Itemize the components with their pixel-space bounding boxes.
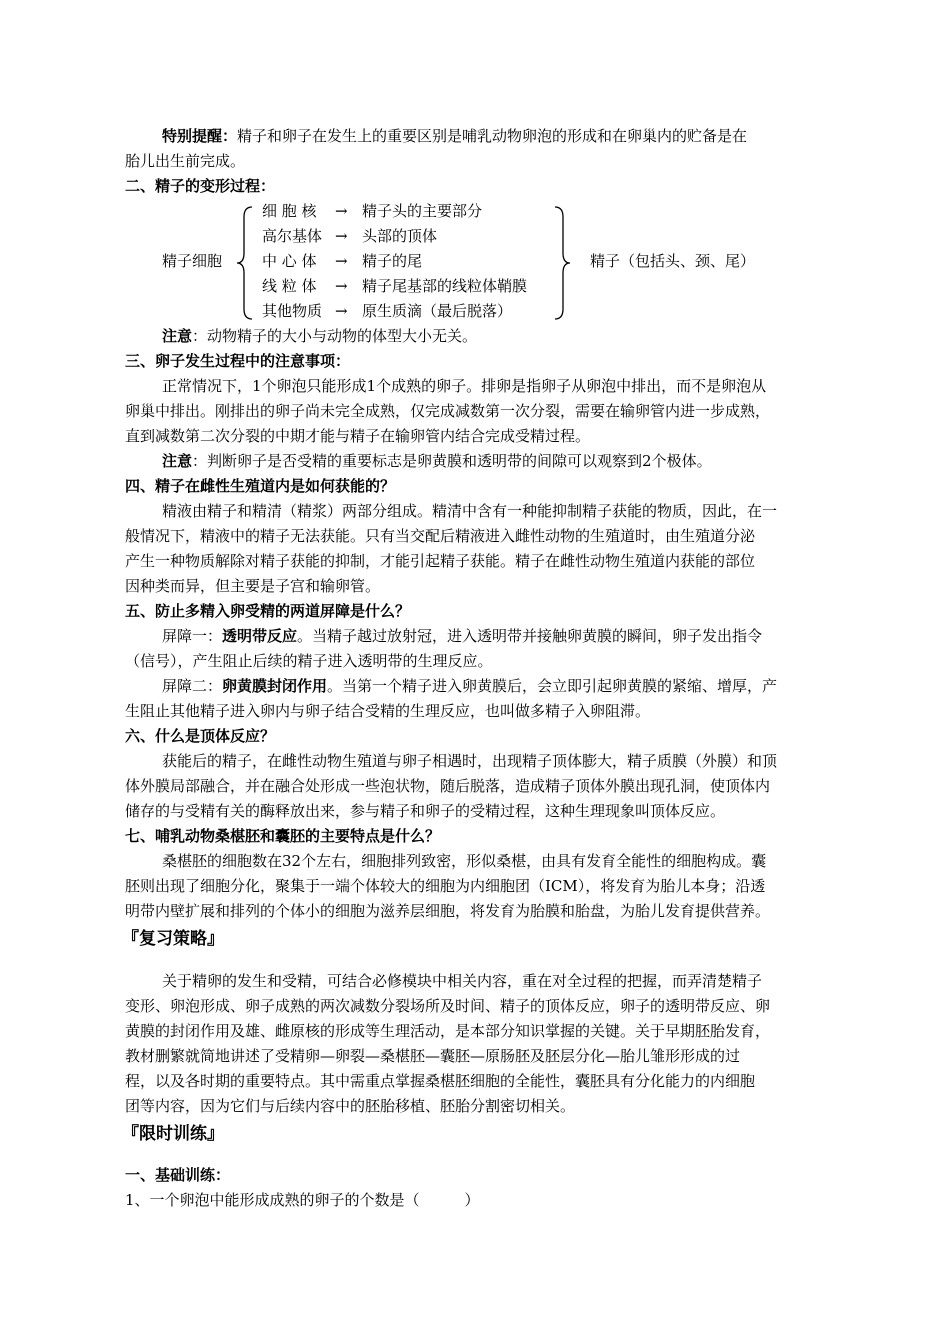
row-2-from: 高尔基体	[262, 227, 323, 245]
section-3-line-1: 正常情况下，1个卵泡只能形成1个成熟的卵子。排卵是指卵子从卵泡中排出，而不是卵泡从	[162, 377, 767, 395]
training-subheading: 一、基础训练：	[125, 1166, 231, 1184]
review-line-2: 变形、卵泡形成、卵子成熟的两次减数分裂场所及时间、精子的顶体反应，卵子的透明带反应、卵	[125, 997, 771, 1015]
section-4-line-4: 因种类而异，但主要是子宫和输卵管。	[125, 577, 381, 595]
arrow-icon: →	[335, 202, 348, 220]
section-4-line-1: 精液由精子和精清（精浆）两部分组成。精清中含有一种能抑制精子获能的物质，因此，在一	[162, 502, 778, 520]
transform-row-1	[262, 199, 483, 223]
transform-row-2	[262, 224, 438, 248]
note-text: ：判断卵子是否受精的重要标志是卵黄膜和透明带的间隙可以观察到2个极体。	[192, 452, 712, 470]
section-2-note	[162, 324, 477, 348]
review-line-1: 关于精卵的发生和受精，可结合必修模块中相关内容，重在对全过程的把握，而弄清楚精子	[162, 972, 763, 990]
transform-row-5	[262, 299, 513, 323]
transform-row-3	[262, 249, 423, 273]
row-1-from: 细 胞 核	[262, 202, 317, 220]
arrow-icon: →	[335, 302, 348, 320]
note-label: 注意	[162, 452, 193, 470]
barrier-1-text: 。当精子越过放射冠，进入透明带并接触卵黄膜的瞬间，卵子发出指令	[297, 627, 763, 645]
review-line-3: 黄膜的封闭作用及雄、雌原核的形成等生理活动，是本部分知识掌握的关键。关于早期胚胎发育，	[125, 1022, 771, 1040]
barrier-1-line-2: （信号），产生阻止后续的精子进入透明带的生理反应。	[125, 652, 493, 670]
note-text: ：动物精子的大小与动物的体型大小无关。	[192, 327, 478, 345]
right-brace	[553, 205, 573, 321]
sperm-cell-label: 精子细胞	[162, 252, 223, 270]
transform-row-4	[262, 274, 528, 298]
barrier-2-line-2: 生阻止其他精子进入卵内与卵子结合受精的生理反应，也叫做多精子入卵阻滞。	[125, 702, 651, 720]
section-7-line-2: 胚则出现了细胞分化，聚集于一端个体较大的细胞为内细胞团（ICM），将发育为胎儿本身；沿透	[125, 877, 766, 895]
row-1-to: 精子头的主要部分	[362, 202, 483, 220]
section-6-line-2: 体外膜局部融合，并在融合处形成一些泡状物，随后脱落，造成精子顶体外膜出现孔洞，使顶体内	[125, 777, 771, 795]
row-3-from: 中 心 体	[262, 252, 317, 270]
section-7-line-1: 桑椹胚的细胞数在32个左右，细胞排列致密，形似桑椹，由具有发育全能性的细胞构成。囊	[162, 852, 767, 870]
section-3-note	[162, 449, 712, 473]
review-heading: 『复习策略』	[122, 929, 224, 949]
barrier-2-term: 卵黄膜封闭作用	[222, 677, 328, 695]
barrier-2-text: 。当第一个精子进入卵黄膜后，会立即引起卵黄膜的紧缩、增厚，产	[327, 677, 778, 695]
reminder-line-2: 胎儿出生前完成。	[125, 152, 246, 170]
barrier-2-line-1	[162, 674, 777, 698]
arrow-icon: →	[335, 277, 348, 295]
section-2-heading: 二、精子的变形过程：	[125, 177, 276, 195]
row-5-to: 原生质滴（最后脱落）	[362, 302, 513, 320]
section-4-line-3: 产生一种物质解除对精子获能的抑制，才能引起精子获能。精子在雌性动物生殖道内获能的部位	[125, 552, 756, 570]
section-6-line-1: 获能后的精子，在雌性动物生殖道与卵子相遇时，出现精子顶体膨大，精子质膜（外膜）和顶	[162, 752, 778, 770]
barrier-1-term: 透明带反应	[222, 627, 298, 645]
section-4-line-2: 般情况下，精液中的精子无法获能。只有当交配后精液进入雌性动物的生殖道时，由生殖道分泌	[125, 527, 756, 545]
left-brace	[236, 205, 256, 321]
reminder-line-1	[162, 124, 747, 148]
row-2-to: 头部的顶体	[362, 227, 438, 245]
review-line-6: 团等内容，因为它们与后续内容中的胚胎移植、胚胎分割密切相关。	[125, 1097, 576, 1115]
arrow-icon: →	[335, 252, 348, 270]
sperm-result: 精子（包括头、颈、尾）	[590, 252, 756, 270]
arrow-icon: →	[335, 227, 348, 245]
row-4-from: 线 粒 体	[262, 277, 317, 295]
barrier-1-prefix: 屏障一：	[162, 627, 223, 645]
row-4-to: 精子尾基部的线粒体鞘膜	[362, 277, 528, 295]
review-line-4: 教材删繁就简地讲述了受精卵—卵裂—桑椹胚—囊胚—原肠胚及胚层分化—胎儿雏形形成的过	[125, 1047, 741, 1065]
section-3-line-3: 直到减数第二次分裂的中期才能与精子在输卵管内结合完成受精过程。	[125, 427, 591, 445]
training-heading: 『限时训练』	[122, 1124, 224, 1144]
section-3-heading: 三、卵子发生过程中的注意事项：	[125, 352, 351, 370]
section-5-heading: 五、防止多精入卵受精的两道屏障是什么？	[125, 602, 411, 620]
section-3-line-2: 卵巢中排出。刚排出的卵子尚未完全成熟，仅完成减数第一次分裂，需要在输卵管内进一步成熟，	[125, 402, 771, 420]
question-1: 1、一个卵泡中能形成成熟的卵子的个数是（ ）	[125, 1191, 480, 1209]
note-label: 注意	[162, 327, 193, 345]
barrier-2-prefix: 屏障二：	[162, 677, 223, 695]
barrier-1-line-1	[162, 624, 762, 648]
row-5-from: 其他物质	[262, 302, 323, 320]
section-6-line-3: 储存的与受精有关的酶释放出来，参与精子和卵子的受精过程，这种生理现象叫顶体反应。	[125, 802, 726, 820]
section-7-line-3: 明带内壁扩展和排列的个体小的细胞为滋养层细胞，将发育为胎膜和胎盘，为胎儿发育提供营养。	[125, 902, 771, 920]
section-7-heading: 七、哺乳动物桑椹胚和囊胚的主要特点是什么？	[125, 827, 441, 845]
section-4-heading: 四、精子在雌性生殖道内是如何获能的？	[125, 477, 396, 495]
row-3-to: 精子的尾	[362, 252, 423, 270]
section-6-heading: 六、什么是顶体反应？	[125, 727, 276, 745]
reminder-text-1: 精子和卵子在发生上的重要区别是哺乳动物卵泡的形成和在卵巢内的贮备是在	[237, 127, 748, 145]
reminder-label: 特别提醒：	[162, 127, 238, 145]
review-line-5: 程，以及各时期的重要特点。其中需重点掌握桑椹胚细胞的全能性，囊胚具有分化能力的内细胞	[125, 1072, 756, 1090]
